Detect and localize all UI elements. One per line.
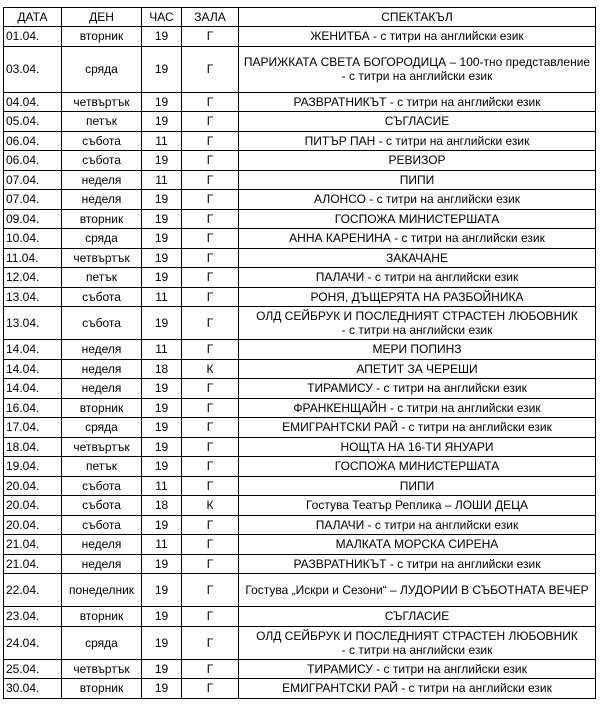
cell-hall: Г [182, 209, 239, 229]
cell-day: събота [62, 515, 142, 535]
cell-show: СЪГЛАСИЕ [239, 607, 596, 627]
cell-day: вторник [62, 209, 142, 229]
cell-show: ОЛД СЕЙБРУК И ПОСЛЕДНИЯТ СТРАСТЕН ЛЮБОВНИК - с титри на английски език [239, 626, 596, 659]
cell-hall: Г [182, 170, 239, 190]
cell-day: събота [62, 151, 142, 171]
cell-time: 19 [142, 112, 182, 132]
cell-show: НОЩТА НА 16-ТИ ЯНУАРИ [239, 437, 596, 457]
cell-time: 19 [142, 607, 182, 627]
cell-day: четвъртък [62, 248, 142, 268]
table-row [4, 340, 596, 360]
cell-day: петък [62, 268, 142, 288]
cell-show: ГОСПОЖА МИНИСТЕРШАТА [239, 209, 596, 229]
cell-date: 23.04. [4, 607, 62, 627]
cell-day: вторник [62, 27, 142, 47]
cell-day: събота [62, 131, 142, 151]
table-row [4, 476, 596, 496]
cell-hall: Г [182, 659, 239, 679]
cell-time: 19 [142, 190, 182, 210]
cell-show: ТИРАМИСУ - с титри на английски език [239, 659, 596, 679]
cell-time: 19 [142, 515, 182, 535]
cell-day: неделя [62, 170, 142, 190]
cell-day: четвъртък [62, 92, 142, 112]
cell-hall: Г [182, 287, 239, 307]
cell-hall: Г [182, 340, 239, 360]
cell-date: 10.04. [4, 229, 62, 249]
cell-time: 18 [142, 359, 182, 379]
cell-show: ГОСПОЖА МИНИСТЕРШАТА [239, 457, 596, 477]
cell-time: 19 [142, 248, 182, 268]
cell-day: неделя [62, 340, 142, 360]
header-date: ДАТА [4, 8, 62, 27]
cell-show: ОЛД СЕЙБРУК И ПОСЛЕДНИЯТ СТРАСТЕН ЛЮБОВНИК - с титри на английски език [239, 307, 596, 340]
cell-date: 16.04. [4, 398, 62, 418]
cell-hall: Г [182, 46, 239, 92]
cell-day: четвъртък [62, 659, 142, 679]
cell-time: 19 [142, 151, 182, 171]
cell-day: неделя [62, 190, 142, 210]
cell-date: 24.04. [4, 626, 62, 659]
cell-date: 03.04. [4, 46, 62, 92]
cell-time: 11 [142, 340, 182, 360]
cell-date: 21.04. [4, 535, 62, 555]
cell-hall: Г [182, 626, 239, 659]
table-row [4, 607, 596, 627]
schedule-table [3, 7, 596, 699]
cell-day: неделя [62, 554, 142, 574]
cell-day: неделя [62, 535, 142, 555]
cell-date: 13.04. [4, 287, 62, 307]
cell-show: ЕМИГРАНТСКИ РАЙ - с титри на английски език [239, 679, 596, 699]
cell-time: 11 [142, 476, 182, 496]
cell-date: 20.04. [4, 515, 62, 535]
cell-hall: Г [182, 307, 239, 340]
cell-day: неделя [62, 359, 142, 379]
cell-time: 19 [142, 379, 182, 399]
cell-show: ЗАКАЧАНЕ [239, 248, 596, 268]
cell-hall: Г [182, 574, 239, 607]
cell-date: 01.04. [4, 27, 62, 47]
cell-hall: Г [182, 476, 239, 496]
cell-day: сряда [62, 418, 142, 438]
cell-hall: Г [182, 607, 239, 627]
cell-time: 11 [142, 170, 182, 190]
table-row [4, 151, 596, 171]
cell-show: РЕВИЗОР [239, 151, 596, 171]
cell-hall: Г [182, 379, 239, 399]
cell-time: 19 [142, 92, 182, 112]
cell-hall: Г [182, 131, 239, 151]
cell-show: ТИРАМИСУ - с титри на английски език [239, 379, 596, 399]
table-row [4, 46, 596, 92]
cell-show: МЕРИ ПОПИНЗ [239, 340, 596, 360]
table-row [4, 248, 596, 268]
cell-day: петък [62, 112, 142, 132]
header-show: СПЕКТАКЪЛ [239, 8, 596, 27]
cell-show: ПАЛАЧИ - с титри на английски език [239, 515, 596, 535]
table-row [4, 679, 596, 699]
cell-show: ЕМИГРАНТСКИ РАЙ - с титри на английски език [239, 418, 596, 438]
cell-show: ПАРИЖКАТА СВЕТА БОГОРОДИЦА – 100-тно представление - с титри на английски език [239, 46, 596, 92]
cell-date: 22.04. [4, 574, 62, 607]
cell-show: СЪГЛАСИЕ [239, 112, 596, 132]
table-row [4, 457, 596, 477]
cell-hall: Г [182, 418, 239, 438]
cell-date: 05.04. [4, 112, 62, 132]
cell-date: 25.04. [4, 659, 62, 679]
cell-day: понеделник [62, 574, 142, 607]
cell-hall: Г [182, 398, 239, 418]
header-day: ДЕН [62, 8, 142, 27]
header-hall: ЗАЛА [182, 8, 239, 27]
cell-time: 19 [142, 209, 182, 229]
cell-date: 11.04. [4, 248, 62, 268]
cell-time: 19 [142, 27, 182, 47]
cell-day: сряда [62, 626, 142, 659]
cell-day: събота [62, 496, 142, 516]
table-row [4, 170, 596, 190]
cell-day: неделя [62, 379, 142, 399]
table-row [4, 659, 596, 679]
cell-show: ПИПИ [239, 476, 596, 496]
cell-date: 14.04. [4, 340, 62, 360]
cell-hall: Г [182, 151, 239, 171]
table-row [4, 574, 596, 607]
table-row [4, 92, 596, 112]
table-row [4, 515, 596, 535]
cell-time: 19 [142, 46, 182, 92]
cell-hall: К [182, 496, 239, 516]
table-row [4, 437, 596, 457]
cell-show: ПАЛАЧИ - с титри на английски език [239, 268, 596, 288]
table-row [4, 379, 596, 399]
cell-day: сряда [62, 229, 142, 249]
cell-show: АПЕТИТ ЗА ЧЕРЕШИ [239, 359, 596, 379]
cell-date: 14.04. [4, 359, 62, 379]
cell-date: 13.04. [4, 307, 62, 340]
table-row [4, 268, 596, 288]
cell-show: ФРАНКЕНЩАЙН - с титри на английски език [239, 398, 596, 418]
header-row [4, 8, 596, 27]
cell-date: 09.04. [4, 209, 62, 229]
cell-time: 19 [142, 626, 182, 659]
cell-time: 18 [142, 496, 182, 516]
table-row [4, 398, 596, 418]
cell-time: 11 [142, 131, 182, 151]
cell-date: 06.04. [4, 151, 62, 171]
cell-show: АННА КАРЕНИНА - с титри на английски език [239, 229, 596, 249]
cell-day: вторник [62, 607, 142, 627]
table-row [4, 496, 596, 516]
cell-time: 19 [142, 418, 182, 438]
cell-show: Гостува „Искри и Сезони“ – ЛУДОРИИ В СЪБОТНАТА ВЕЧЕР [239, 574, 596, 607]
cell-date: 14.04. [4, 379, 62, 399]
cell-date: 19.04. [4, 457, 62, 477]
cell-hall: Г [182, 554, 239, 574]
cell-show: Гостува Театър Реплика – ЛОШИ ДЕЦА [239, 496, 596, 516]
cell-date: 17.04. [4, 418, 62, 438]
cell-show: ПИТЪР ПАН - с титри на английски език [239, 131, 596, 151]
table-row [4, 307, 596, 340]
cell-time: 19 [142, 574, 182, 607]
cell-hall: Г [182, 27, 239, 47]
cell-day: четвъртък [62, 437, 142, 457]
cell-hall: Г [182, 679, 239, 699]
cell-day: петък [62, 457, 142, 477]
cell-date: 12.04. [4, 268, 62, 288]
cell-date: 07.04. [4, 170, 62, 190]
cell-hall: Г [182, 437, 239, 457]
cell-time: 19 [142, 659, 182, 679]
cell-date: 21.04. [4, 554, 62, 574]
cell-time: 19 [142, 398, 182, 418]
cell-day: събота [62, 307, 142, 340]
cell-time: 19 [142, 457, 182, 477]
cell-day: събота [62, 476, 142, 496]
cell-show: ПИПИ [239, 170, 596, 190]
table-row [4, 131, 596, 151]
cell-day: вторник [62, 679, 142, 699]
cell-date: 06.04. [4, 131, 62, 151]
cell-hall: Г [182, 190, 239, 210]
cell-hall: Г [182, 268, 239, 288]
cell-hall: Г [182, 457, 239, 477]
cell-show: ЖЕНИТБА - с титри на английски език [239, 27, 596, 47]
cell-time: 19 [142, 268, 182, 288]
cell-day: вторник [62, 398, 142, 418]
table-row [4, 209, 596, 229]
cell-time: 19 [142, 437, 182, 457]
cell-time: 19 [142, 679, 182, 699]
table-row [4, 554, 596, 574]
table-row [4, 418, 596, 438]
cell-hall: К [182, 359, 239, 379]
table-row [4, 112, 596, 132]
table-row [4, 190, 596, 210]
cell-time: 19 [142, 229, 182, 249]
table-row [4, 626, 596, 659]
table-row [4, 27, 596, 47]
cell-show: МАЛКАТА МОРСКА СИРЕНА [239, 535, 596, 555]
cell-date: 07.04. [4, 190, 62, 210]
cell-time: 11 [142, 287, 182, 307]
cell-hall: Г [182, 535, 239, 555]
cell-date: 18.04. [4, 437, 62, 457]
cell-hall: Г [182, 92, 239, 112]
table-row [4, 535, 596, 555]
cell-hall: Г [182, 112, 239, 132]
cell-date: 30.04. [4, 679, 62, 699]
cell-time: 19 [142, 554, 182, 574]
table-row [4, 229, 596, 249]
cell-date: 20.04. [4, 476, 62, 496]
cell-show: АЛОНСО - с титри на английски език [239, 190, 596, 210]
cell-day: сряда [62, 46, 142, 92]
cell-time: 19 [142, 307, 182, 340]
cell-date: 04.04. [4, 92, 62, 112]
header-time: ЧАС [142, 8, 182, 27]
table-row [4, 287, 596, 307]
cell-show: РАЗВРАТНИКЪТ - с титри на английски език [239, 92, 596, 112]
cell-date: 20.04. [4, 496, 62, 516]
cell-show: РОНЯ, ДЪЩЕРЯТА НА РАЗБОЙНИКА [239, 287, 596, 307]
cell-hall: Г [182, 229, 239, 249]
cell-hall: Г [182, 515, 239, 535]
cell-hall: Г [182, 248, 239, 268]
cell-time: 11 [142, 535, 182, 555]
cell-day: събота [62, 287, 142, 307]
table-row [4, 359, 596, 379]
cell-show: РАЗВРАТНИКЪТ - с титри на английски език [239, 554, 596, 574]
